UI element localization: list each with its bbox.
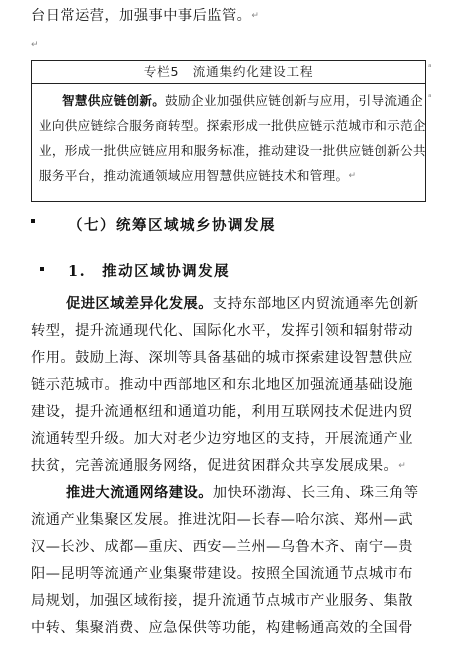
empty-paragraph-mark: ↵ <box>31 40 39 50</box>
para1-line-1 <box>66 296 419 312</box>
sub-heading: 1. 推动区域协调发展 <box>68 263 231 280</box>
box-text: 服务平台，推动流通领域应用智慧供应链技术和管理。 <box>39 168 349 183</box>
para2-line-5: 局规划，加强区域衔接，提升流通节点城市产业服务、集散 <box>31 593 413 609</box>
para2-line-2: 流通产业集聚区发展。推进沈阳—长春—哈尔滨、郑州—武 <box>31 512 413 528</box>
cell-end-mark: ᵃ <box>428 93 432 103</box>
paragraph-mark: ↵ <box>348 171 357 181</box>
box-line-3: 业，形成一批供应链应用和服务标准，推动建设一批供应链创新公共 <box>39 143 426 158</box>
section-heading: （七）统筹区域城乡协调发展 <box>68 217 276 234</box>
para2-line-1 <box>66 485 419 501</box>
para2-line-3: 汉—长沙、成都—重庆、西安—兰州—乌鲁木齐、南宁—贵 <box>31 539 413 555</box>
box-lead: 智慧供应链创新。 <box>62 93 166 108</box>
list-bullet <box>31 219 35 223</box>
paragraph-mark: ↵ <box>398 461 407 471</box>
para1-line-6: 流通转型升级。加大对老少边穷地区的支持，开展流通产业 <box>31 431 413 447</box>
para1-line-4: 链示范城市。推动中西部地区和东北地区加强流通基础设施 <box>31 377 413 393</box>
para2-text: 加快环渤海、长三角、珠三角等 <box>212 485 419 501</box>
para1-text: 扶贫，完善流通服务网络，促进贫困群众共享发展成果。 <box>31 458 399 474</box>
intro-text: 台日常运营，加强事中事后监管。 <box>31 8 252 24</box>
cell-end-mark: ᵃ <box>428 63 432 73</box>
para1-line-7 <box>31 458 407 474</box>
para1-line-3: 作用。鼓励上海、深圳等具备基础的城市探索建设智慧供应 <box>31 350 413 366</box>
intro-line <box>31 8 260 24</box>
box-title: 专栏5 流通集约化建设工程 <box>32 61 425 84</box>
para2-lead: 推进大流通网络建设。 <box>66 485 213 501</box>
box-line-1 <box>62 94 423 108</box>
para1-line-2: 转型，提升流通现代化、国际化水平，发挥引领和辐射带动 <box>31 323 413 339</box>
box-line-4 <box>39 168 357 183</box>
feature-box <box>31 60 426 202</box>
para2-line-6: 中转、集聚消费、应急保供等功能，构建畅通高效的全国骨 <box>31 620 413 636</box>
para1-line-5: 建设，提升流通枢纽和通道功能，利用互联网技术促进内贸 <box>31 404 413 420</box>
list-bullet <box>40 267 44 271</box>
box-line-2: 业向供应链综合服务商转型。探索形成一批供应链示范城市和示范企 <box>39 118 426 133</box>
para2-line-4: 阳—昆明等流通产业集聚带建设。按照全国流通节点城市布 <box>31 566 413 582</box>
box-text: 鼓励企业加强供应链创新与应用，引导流通企 <box>165 93 424 108</box>
para1-lead: 促进区域差异化发展。 <box>66 296 213 312</box>
para1-text: 支持东部地区内贸流通率先创新 <box>212 296 419 312</box>
paragraph-mark: ↵ <box>251 11 260 21</box>
